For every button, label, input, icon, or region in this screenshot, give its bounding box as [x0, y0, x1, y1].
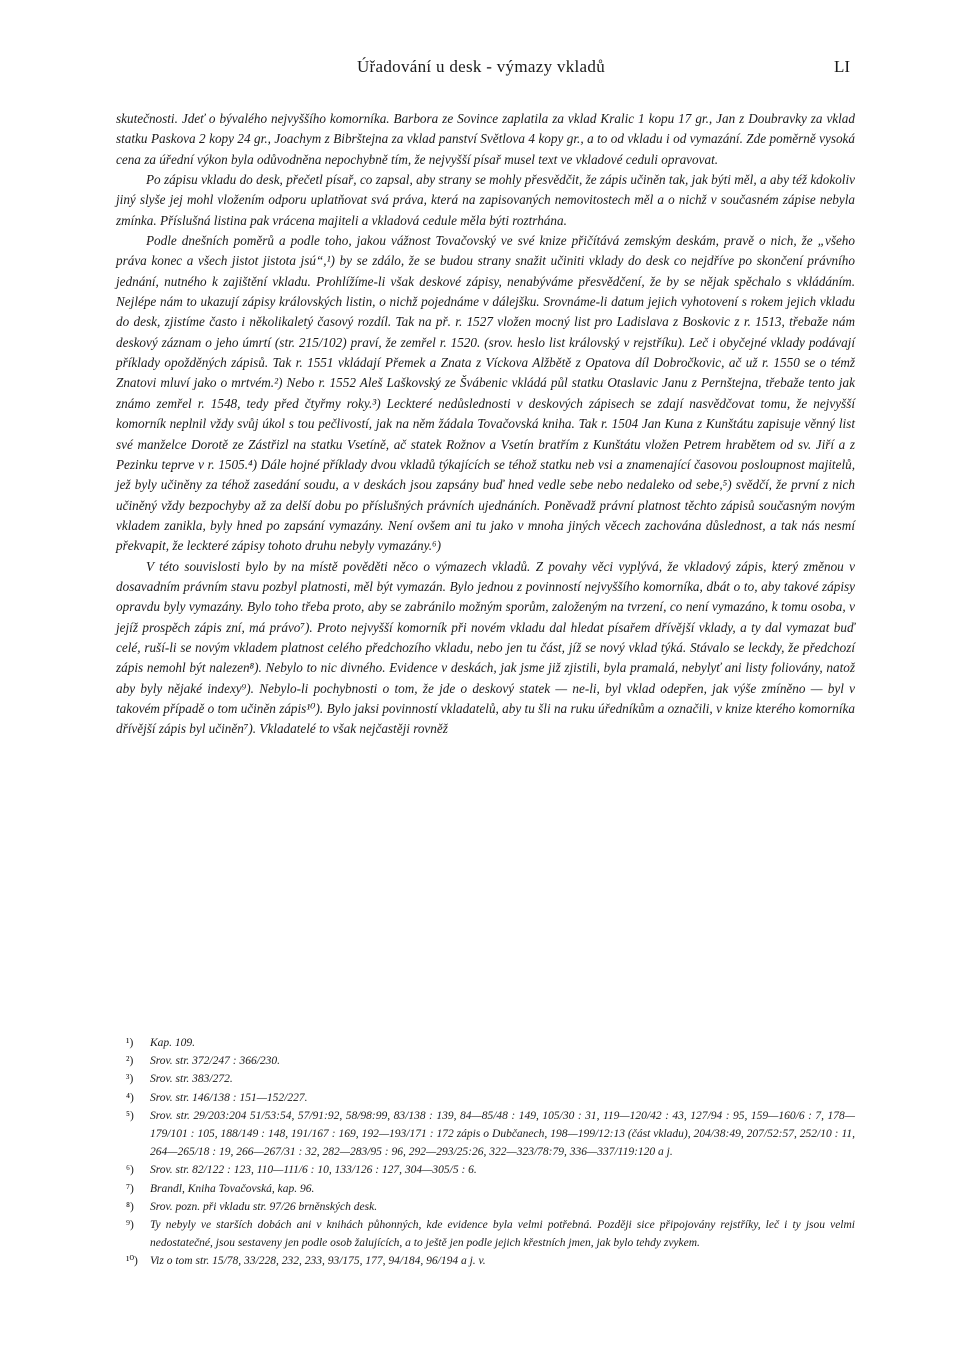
- footnote-mark: ⁶): [126, 1164, 134, 1177]
- footnote-text: Srov. pozn. při vkladu str. 97/26 brněnských desk.: [150, 1200, 378, 1213]
- page-number: LI: [833, 57, 850, 76]
- footnote-mark: ³): [126, 1073, 134, 1086]
- paragraph-erasures: V této souvislosti bylo by na místě pověděti něco o výmazech vkladů. Z povahy věci vyplývá, že vkladový zápis, který změnou v dosavadním právním stavu pozbyl platnosti, měl být vymazán. Bylo jednou z povinností nejvyššího komorníka, dbát o to, aby takové zápisy opravdu byly vymazány. Bylo toho třeba proto, aby se zabránilo možným sporům, založeným na tvrzení, co není vymazáno, k tomu osoba, v jejíž prospěch zápis zní, má právo⁷). Proto nejvyšší komorník při novém vkladu dal hledat písařem dřívější vklady, a ty dal vymazat buď celé, ruší-li se novým vkladem platnost celého předchozího vkladu, nebo jen tu část, jíž se nový vklad týká. Stávalo se leckdy, že předchozí zápis nemohl být nalezen⁸). Nebylo to nic divného. Evidence v deskách, jak jsme již zjistili, byla pramalá, nebylyť ani listy foliovány, natož aby byly nějaké indexy⁹). Nebylo-li pochybnosti o tom, že jde o deskový statek — ne-li, byl vklad odepřen, jak výše zmíněno — byl v takovém případě o tom učiněn zápis¹⁰). Bylo jaksi povinností vkladatelů, aby tu šli na ruku úředníkům a označili, v knize kterého komorníka dřívější zápis byl učiněn⁷). Vkladatelé to však nejčastěji rovněž: [116, 558, 855, 737]
- footnote-text: Srov. str. 383/272.: [150, 1073, 233, 1086]
- footnote: [116, 1180, 855, 1198]
- footnote: [116, 1034, 855, 1052]
- footnote: [116, 1216, 855, 1252]
- footnote: [116, 1252, 855, 1270]
- footnote-mark: ⁹): [126, 1219, 134, 1232]
- footnote-mark: ⁷): [126, 1182, 134, 1195]
- footnote-text: Brandl, Kniha Tovačovská, kap. 96.: [150, 1182, 315, 1195]
- footnote: [116, 1089, 855, 1107]
- footnote-text: Viz o tom str. 15/78, 33/228, 232, 233, 93/175, 177, 94/184, 96/194 a j. v.: [150, 1255, 486, 1268]
- running-title: Úřadování u desk - výmazy vkladů: [356, 57, 605, 76]
- footnote: [116, 1198, 855, 1216]
- footnote-mark: ¹⁰): [126, 1255, 138, 1268]
- footnote-text: Kap. 109.: [150, 1037, 196, 1049]
- footnote-mark: ⁸): [126, 1200, 134, 1213]
- footnote-mark: ²): [126, 1055, 134, 1068]
- paragraph-delayed-entries: Podle dnešních poměrů a podle toho, jakou vážnost Tovačovský ve své knize přičítává zemským deskám, pravě o nich, že „všeho práva konec a všech jistot jistota jsú“,¹) by se zdálo, že se budou strany snažit učiniti vklady do desk co nejdříve po skončení právního jednání, nutného k zajištění vkladu. Prohlížíme-li však deskové zápisy, nenabýváme přesvědčení, že by se nějak spěchalo s vkládáním. Nejlépe nám to ukazují zápisy královských listin, o nichž pojednáme v dálejšku. Srovnáme-li datum jejich vyhotovení s rokem jejich vkladu do desk, zjistíme často i několikaletý časový rozdíl. Tak na př. r. 1527 vložen mocný list pro Ladislava z Boskovic z r. 1513, třebaže nám deskový záznam o jeho úmrtí (str. 215/102) praví, že zemřel r. 1520. (srov. heslo list královský v rejstříku). Leč i obyčejné vklady podávají příklady opožděných zápisů. Tak r. 1551 vkládají Přemek a Znata z Víckova Alžbětě z Opatova díl Dobročkovic, ač už r. 1550 se o témž Znatovi mluví jako o mrtvém.²) Nebo r. 1552 Aleš Laškovský ze Švábenic vkládá půl statku Otaslavic Janu z Pernštejna, třebaže tento jak známo zemřel r. 1548, tedy před čtyřmy roky.³) Leckteré nedůslednosti v deskových zápisech se zdají nasvědčovat tomu, že nejvyšší komorník neplnil vždy svůj úkol s tou pečlivostí, jak na něm žádala Tovačovská kniha. Tak r. 1504 Jan Kuna z Kunštátu zapisuje věnný list své manželce Dorotě ze Zástřizl na statku Vsetíně, ač statek Rožnov a Vsetín bratřím z Kunštátu vložen Petrem hrabětem od sv. Jiří a z Pezinku teprve v r. 1505.⁴) Dále hojné příklady dvou vkladů týkajících se téhož statku neb vsi a znamenající časovou posloupnost majitelů, jež byly učiněny za téhož zasedání soudu, a v deskách jsou zapsány buď hned vedle sebe nebo nedaleko od sebe,⁵) svědčí, že první z nich učiněný vždy bezpochyby až za delší dobu po příslušných právních ujednáních. Poněvadž právní platnost těchto zápisů současným novým vkladem zanikla, byly hned po zapsání vymazány. Není ovšem ani tu jako v mnoha jiných věcech zachována důslednost, a tak nás nesmí překvapit, že leckteré zápisy tohoto druhu nebyly vymazány.⁶): [116, 233, 855, 554]
- footnote-text: Ty nebyly ve starších dobách ani v knihách půhonných, kde evidence byla velmi potřebná. Později sice připojovány rejstříky, leč i ty jsou velmi nedostatečné, jsou sestaveny jen podle osob žalujících, a to ještě jen podle jejich křestních jmen, jak bylo tehdy zvykem.: [150, 1219, 855, 1250]
- footnote-text: Srov. str. 82/122 : 123, 110—111/6 : 10, 133/126 : 127, 304—305/5 : 6.: [150, 1164, 477, 1177]
- footnote-mark: ⁴): [126, 1091, 134, 1104]
- footnote-mark: ¹): [126, 1037, 134, 1049]
- footnote: [116, 1107, 855, 1162]
- footnote-mark: ⁵): [126, 1109, 134, 1122]
- footnote-text: Srov. str. 146/138 : 151—152/227.: [150, 1091, 308, 1104]
- footnotes: [116, 1034, 855, 1271]
- footnote: [116, 1052, 855, 1070]
- footnote: [116, 1161, 855, 1179]
- paragraph-reading-of-entry: Po zápisu vkladu do desk, přečetl písař, co zapsal, aby strany se mohly přesvědčit, že zápis učiněn tak, jak býti měl, a aby též kdokoliv jiný slyše jej mohl vložením odporu uplatňovat svá práva, která na zapisovaných nemovitostech měl a o nichž v současném zápise nebyla zmínka. Příslušná listina pak vrácena majiteli a vkladová cedule měla býti roztrhána.: [116, 172, 855, 228]
- footnote-text: Srov. str. 372/247 : 366/230.: [150, 1055, 281, 1068]
- paragraph-continuation: skutečnosti. Jdeť o bývalého nejvyššího komorníka. Barbora ze Sovince zaplatila za vklad Kralic 1 kopu 17 gr., Jan z Doubravky za vklad statku Paskova 2 kopy 24 gr., Joachym z Bibrštejna za vklad panství Světlova 4 kopy gr., a to od vkladu i od vymazání. Zde poměrně vysoká cena za úřední výkon byla odůvodněna nepochybně tím, že nejvyšší písař musel text ve vkladové ceduli opravovat.: [116, 111, 855, 167]
- page-header: [112, 57, 850, 87]
- footnote: [116, 1070, 855, 1088]
- footnote-text: Srov. str. 29/203:204 51/53:54, 57/91:92, 58/98:99, 83/138 : 139, 84—85/48 : 149, 105/30 : 31, 119—120/42 : 43, 127/94 : 95, 159—160/6 : 7, 178—179/101 : 105, 188/149 : 148, 191/167 : 169, 192—193/171 : 172 zápis o Dubčanech, 198—199/12:13 (část vkladu), 204/38:49, 207/52:57, 252/10 : 11, 264—265/18 : 19, 266—267/31 : 32, 282—283/95 : 96, 292—293/25:26, 322—323/78:79, 336—337/119:120 a j.: [150, 1109, 855, 1159]
- body-text: [116, 109, 855, 740]
